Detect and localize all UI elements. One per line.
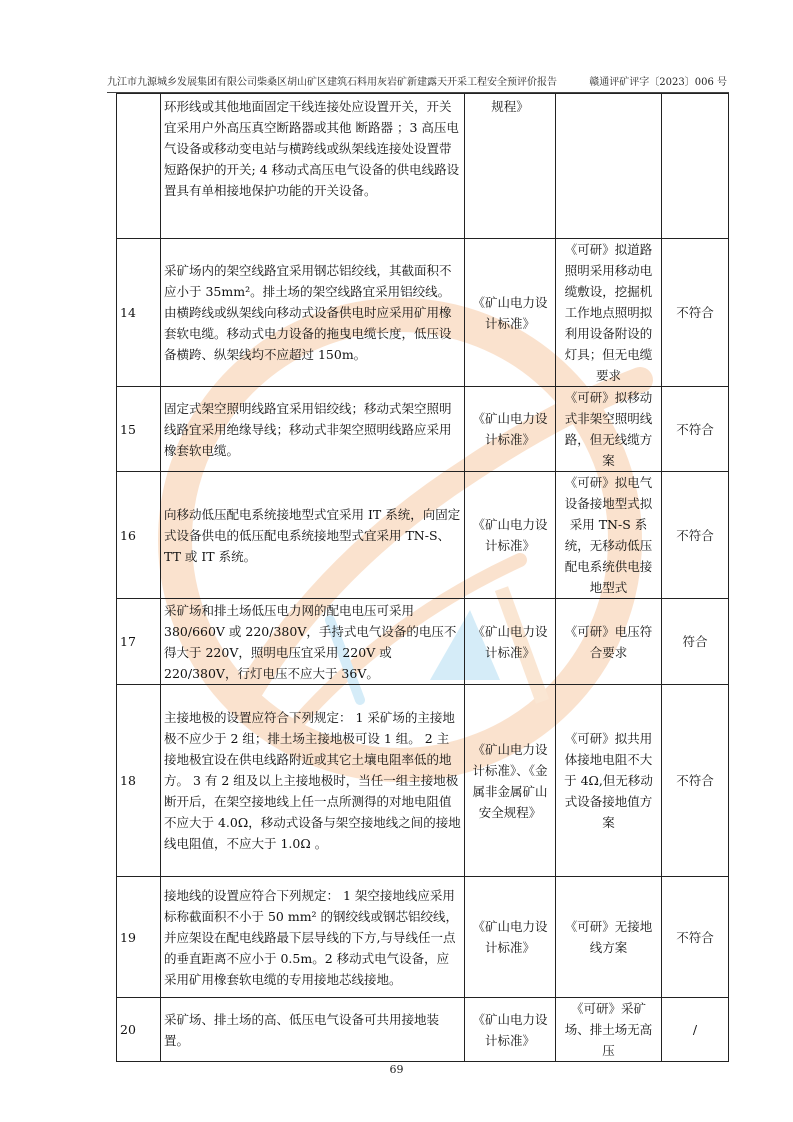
row-number: 20 <box>117 998 161 1062</box>
finding-cell: 《可研》拟道路照明采用移动电缆敷设，挖掘机工作地点照明拟利用设备附设的灯具；但无电缆要求 <box>556 239 662 387</box>
basis-cell: 《矿山电力设计标准》 <box>465 998 556 1062</box>
table-row <box>117 877 729 998</box>
safety-check-table <box>116 93 729 1062</box>
row-number <box>117 94 161 239</box>
finding-cell: 《可研》拟电气设备接地型式拟采用 TN-S 系统，无移动低压配电系统供电接地型式 <box>556 472 662 599</box>
result-cell: 不符合 <box>662 387 729 472</box>
page-number: 69 <box>389 1063 404 1076</box>
requirement-cell: 主接地极的设置应符合下列规定： 1 采矿场的主接地极不应少于 2 组；排土场主接地极可设 1 组。 2 主接地极宜设在供电线路附近或其它土壤电阻率低的地方。 3 有 2 组及以上主接地极时，当任一组主接地极断开后，在架空接地线上任一点所测得的对地电阻值不应大于 4.0Ω，移动式设备与架空接地线之间的接地线电阻值，不应大于 1.0Ω 。 <box>161 685 465 877</box>
requirement-cell: 采矿场和排土场低压电力网的配电电压可采用 380/660V 或 220/380V，手持式电气设备的电压不得大于 220V，照明电压宜采用 220V 或 220/380V，行灯电压不应大于 36V。 <box>161 599 465 685</box>
finding-cell: 《可研》无接地线方案 <box>556 877 662 998</box>
row-number: 19 <box>117 877 161 998</box>
row-number: 17 <box>117 599 161 685</box>
result-cell: 符合 <box>662 599 729 685</box>
basis-cell: 《矿山电力设计标准》 <box>465 239 556 387</box>
row-number: 16 <box>117 472 161 599</box>
basis-cell: 《矿山电力设计标准》、《金属非金属矿山安全规程》 <box>465 685 556 877</box>
finding-cell: 《可研》采矿场、排土场无高压 <box>556 998 662 1062</box>
report-title: 九江市九源城乡发展集团有限公司柴桑区胡山矿区建筑石料用灰岩矿新建露天开采工程安全预评价报告 <box>107 77 557 88</box>
page-header <box>107 76 729 93</box>
result-cell: 不符合 <box>662 239 729 387</box>
requirement-cell: 采矿场内的架空线路宜采用钢芯铝绞线，其截面积不应小于 35mm²。排土场的架空线路宜采用铝绞线。由横跨线或纵架线向移动式设备供电时应采用矿用橡套软电缆。移动式电力设备的拖曳电缆长度，低压设备横跨、纵架线均不应超过 150m。 <box>161 239 465 387</box>
table-row <box>117 599 729 685</box>
basis-cell: 《矿山电力设计标准》 <box>465 877 556 998</box>
result-cell: 不符合 <box>662 472 729 599</box>
table-row <box>117 94 729 239</box>
row-number: 15 <box>117 387 161 472</box>
finding-cell: 《可研》电压符合要求 <box>556 599 662 685</box>
basis-cell: 规程》 <box>465 94 556 239</box>
requirement-cell: 采矿场、排土场的高、低压电气设备可共用接地装置。 <box>161 998 465 1062</box>
finding-cell: 《可研》拟移动式非架空照明线路，但无线缆方案 <box>556 387 662 472</box>
table-row <box>117 472 729 599</box>
result-cell: / <box>662 998 729 1062</box>
report-number: 赣通评矿评字〔2023〕006 号 <box>589 77 727 88</box>
table-row <box>117 239 729 387</box>
row-number: 14 <box>117 239 161 387</box>
table-row <box>117 685 729 877</box>
basis-cell: 《矿山电力设计标准》 <box>465 472 556 599</box>
table-row <box>117 387 729 472</box>
finding-cell: 《可研》拟共用体接地电阻不大于 4Ω,但无移动式设备接地值方案 <box>556 685 662 877</box>
basis-cell: 《矿山电力设计标准》 <box>465 387 556 472</box>
result-cell: 不符合 <box>662 877 729 998</box>
finding-cell <box>556 94 662 239</box>
result-cell: 不符合 <box>662 685 729 877</box>
requirement-cell: 固定式架空照明线路宜采用铝绞线；移动式架空照明线路宜采用绝缘导线；移动式非架空照明线路应采用橡套软电缆。 <box>161 387 465 472</box>
requirement-cell: 接地线的设置应符合下列规定： 1 架空接地线应采用标称截面积不小于 50 mm² 的钢绞线或钢芯铝绞线，并应架设在配电线路最下层导线的下方,与导线任一点的垂直距离不应小于 0.5m。2 移动式电气设备，应采用矿用橡套软电缆的专用接地芯线接地。 <box>161 877 465 998</box>
requirement-cell: 环形线或其他地面固定干线连接处应设置开关，开关宜采用户外高压真空断路器或其他 断路器 ；3 高压电气设备或移动变电站与横跨线或纵架线连接处设置带短路保护的开关; 4 移动式高压电气设备的供电线路设置具有单相接地保护功能的开关设备。 <box>161 94 465 239</box>
row-number: 18 <box>117 685 161 877</box>
basis-cell: 《矿山电力设计标准》 <box>465 599 556 685</box>
result-cell <box>662 94 729 239</box>
table-row <box>117 998 729 1062</box>
requirement-cell: 向移动低压配电系统接地型式宜采用 IT 系统，向固定式设备供电的低压配电系统接地型式宜采用 TN-S、TT 或 IT 系统。 <box>161 472 465 599</box>
